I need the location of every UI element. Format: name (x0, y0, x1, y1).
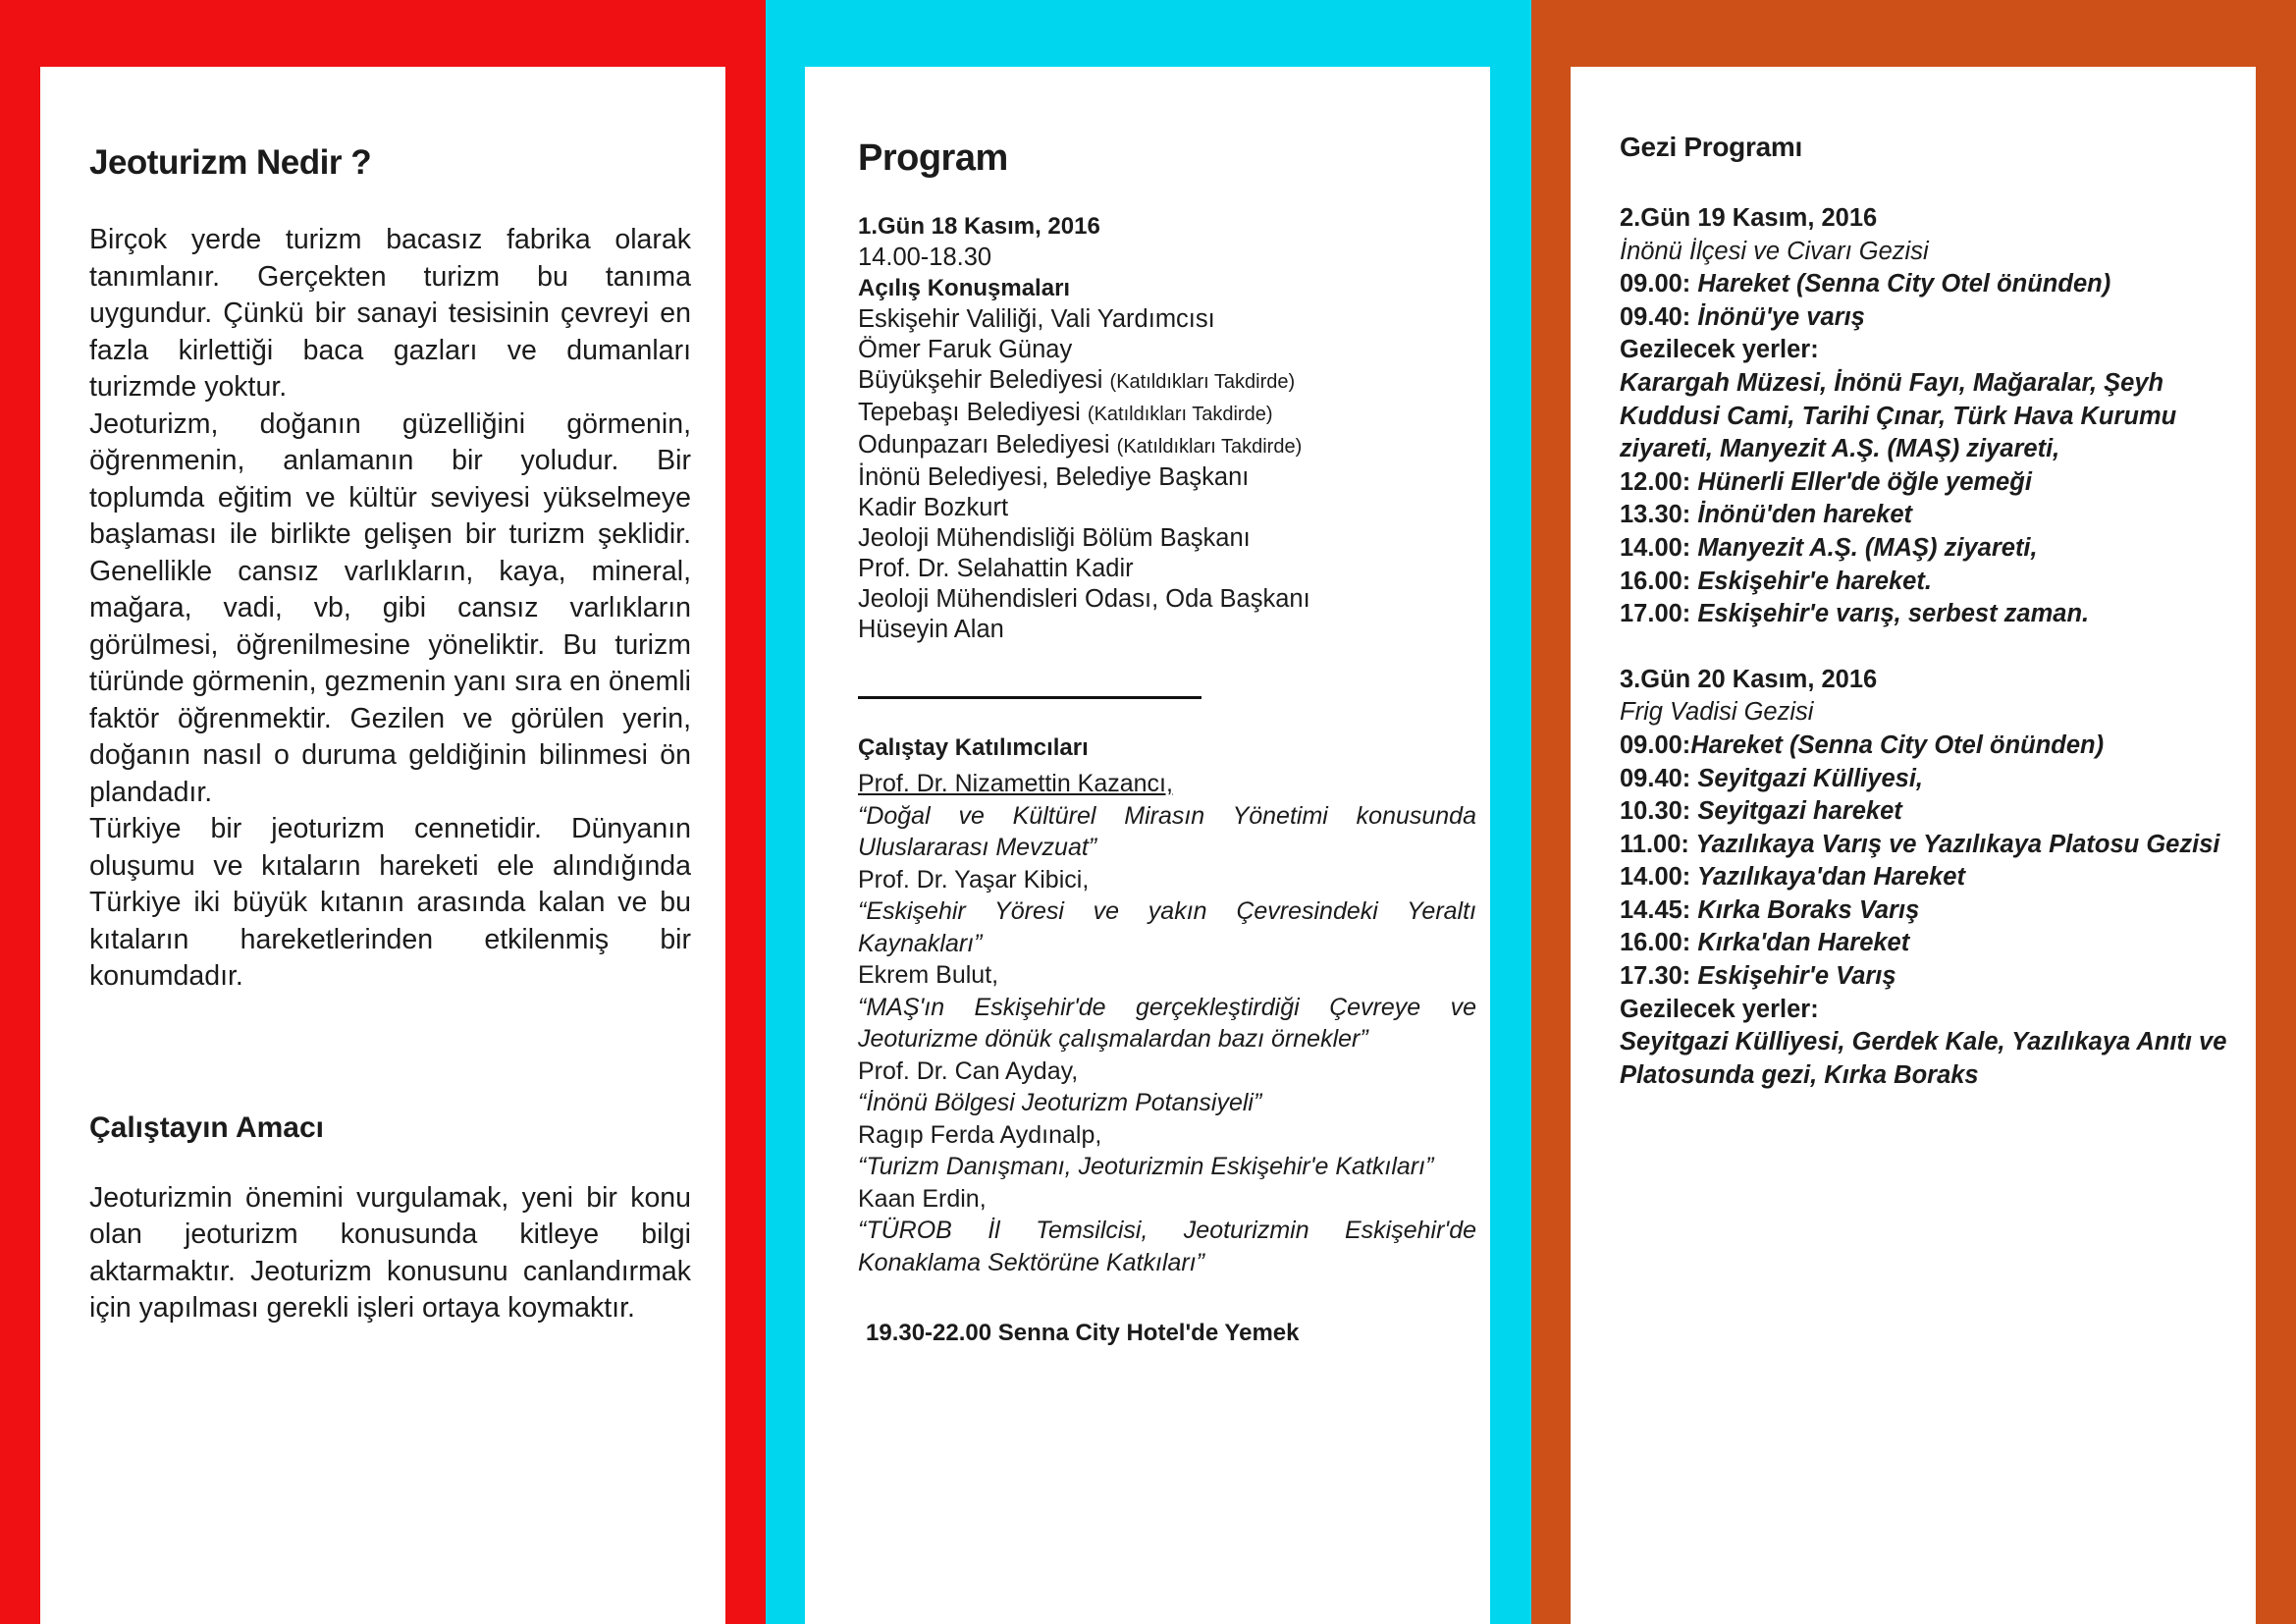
participants-list (858, 768, 1476, 1278)
day3-subtitle: Frig Vadisi Gezisi (1620, 698, 1814, 727)
heading-geotourism: Jeoturizm Nedir ? (89, 143, 372, 182)
speaker-note: (Katıldıkları Takdirde) (1087, 404, 1273, 425)
speaker-line: Prof. Dr. Selahattin Kadir (858, 555, 1134, 582)
speaker-line: İnönü Belediyesi, Belediye Başkanı (858, 463, 1250, 491)
schedule-time: 09.00: (1620, 731, 1691, 759)
schedule-line (1620, 730, 2236, 763)
schedule-text: Kırka'dan Hareket (1690, 929, 1910, 957)
speaker-line: Odunpazarı Belediyesi (Katıldıkları Takdirde) (858, 431, 1303, 459)
speaker-line: Büyükşehir Belediyesi (Katıldıkları Takdirde) (858, 366, 1296, 394)
day3-heading: 3.Gün 20 Kasım, 2016 (1620, 665, 1878, 693)
day1-time: 14.00-18.30 (858, 244, 992, 271)
participant-talk: “TÜROB İl Temsilcisi, Jeoturizmin Eskişehir'de Konaklama Sektörüne Katkıları” (858, 1217, 1476, 1276)
day2-heading: 2.Gün 19 Kasım, 2016 (1620, 204, 1878, 232)
day2-places: Karargah Müzesi, İnönü Fayı, Mağaralar, Şeyh Kuddusi Cami, Tarihi Çınar, Türk Hava Kurumu ziyareti, Manyezit A.Ş. (MAŞ) ziyareti, (1620, 368, 2177, 463)
schedule-line (1620, 861, 2236, 894)
schedule-text: Kırka Boraks Varış (1690, 895, 1920, 924)
participants-heading: Çalıştay Katılımcıları (858, 734, 1089, 761)
day2-places-label: Gezilecek yerler: (1620, 336, 1819, 364)
schedule-line (1620, 466, 2236, 500)
schedule-time: 14.00: (1620, 863, 1691, 892)
schedule-text: Eskişehir'e hareket. (1690, 567, 1932, 595)
schedule-time: 10.30: (1620, 797, 1691, 826)
schedule-text: Seyitgazi Külliyesi, (1690, 764, 1923, 792)
schedule-line (1620, 532, 2236, 566)
opening-heading: Açılış Konuşmaları (858, 275, 1071, 301)
speaker-line: Ömer Faruk Günay (858, 336, 1073, 363)
program-title: Program (858, 137, 1008, 179)
participant-name: Prof. Dr. Can Ayday, (858, 1056, 1079, 1085)
schedule-time: 14.45: (1620, 895, 1691, 924)
schedule-text: Yazılıkaya'dan Hareket (1690, 863, 1965, 892)
schedule-time: 09.40: (1620, 764, 1691, 792)
speaker-line: Kadir Bozkurt (858, 494, 1009, 521)
day1-heading: 1.Gün 18 Kasım, 2016 (858, 213, 1100, 240)
schedule-line (1620, 894, 2236, 928)
schedule-text: İnönü'ye varış (1690, 302, 1865, 331)
schedule-time: 17.00: (1620, 600, 1691, 628)
schedule-time: 14.00: (1620, 533, 1691, 562)
schedule-text: Hareket (Senna City Otel önünden) (1690, 270, 2111, 298)
participant-name: Prof. Dr. Nizamettin Kazancı, (858, 770, 1173, 797)
participant-name: Ragıp Ferda Aydınalp, (858, 1120, 1102, 1149)
dinner-line: 19.30-22.00 Senna City Hotel'de Yemek (866, 1320, 1300, 1346)
schedule-text: Hünerli Eller'de öğle yemeği (1690, 467, 2032, 496)
day2-departure-lines (1620, 268, 2236, 334)
speaker-note: (Katıldıkları Takdirde) (1109, 371, 1296, 393)
speaker-line: Tepebaşı Belediyesi (Katıldıkları Takdirde) (858, 399, 1273, 426)
schedule-text: Hareket (Senna City Otel önünden) (1690, 731, 2105, 759)
schedule-line (1620, 829, 2236, 862)
geotourism-paragraph: Birçok yerde turizm bacasız fabrika olarak tanımlanır. Gerçekten turizm bu tanıma uygundur. Çünkü bir sanayi tesisinin çevreyi en fazla kirlettiği baca gazları ve dumanları turizmde yoktur. Jeoturizm, doğanın güzelliğini görmenin, öğrenmenin, anlamanın bir yoludur. Bir toplumda eğitim ve kültür seviyesi yükselmeye başlaması ile birlikte gelişen bir turizm şeklidir. Genellikle cansız varlıkların, kaya, mineral, mağara, vadi, vb, gibi cansız varlıkların görülmesi, öğrenilmesine yöneliktir. Bu turizm türünde görmenin, gezmenin yanı sıra en önemli faktör öğrenmektir. Gezilen ve görülen yerin, doğanın nasıl o duruma geldiğinin bilinmesi ön plandadır. Türkiye bir jeoturizm cennetidir. Dünyanın oluşumu ve kıtaların hareketi ele alındığında Türkiye iki büyük kıtanın arasında kalan ve bu kıtaların hareketlerinden etkilenmiş bir konumdadır. (89, 224, 691, 992)
speaker-note: (Katıldıkları Takdirde) (1116, 436, 1303, 458)
panel-trip (1571, 67, 2256, 1624)
schedule-text: Eskişehir'e Varış (1690, 962, 1896, 991)
speaker-line: Jeoloji Mühendisleri Odası, Oda Başkanı (858, 585, 1310, 613)
divider-line (858, 696, 1201, 699)
schedule-text: Seyitgazi hareket (1690, 797, 1902, 826)
trip-title: Gezi Programı (1620, 132, 1802, 162)
schedule-text: Yazılıkaya Varış ve Yazılıkaya Platosu Gezisi (1688, 830, 2220, 858)
schedule-line (1620, 301, 2236, 335)
schedule-text: Manyezit A.Ş. (MAŞ) ziyareti, (1690, 533, 2038, 562)
speakers-list (858, 304, 1476, 645)
participant-name: Kaan Erdin, (858, 1184, 987, 1213)
participant-talk: “Turizm Danışmanı, Jeoturizmin Eskişehir'e Katkıları” (858, 1153, 1434, 1180)
panel-geotourism (40, 67, 725, 1624)
schedule-line (1620, 268, 2236, 301)
participant-talk: “İnönü Bölgesi Jeoturizm Potansiyeli” (858, 1089, 1262, 1116)
heading-purpose: Çalıştayın Amacı (89, 1110, 324, 1144)
participant-talk: “Doğal ve Kültürel Mirasın Yönetimi konusunda Uluslararası Mevzuat” (858, 801, 1476, 861)
spacer (1620, 631, 2236, 664)
day3-places: Seyitgazi Külliyesi, Gerdek Kale, Yazılıkaya Anıtı ve Platosunda gezi, Kırka Boraks (1620, 1028, 2227, 1089)
schedule-time: 11.00: (1620, 830, 1689, 858)
participant-talk: “MAŞ'ın Eskişehir'de gerçekleştirdiği Çevreye ve Jeoturizme dönük çalışmalardan bazı örnekler” (858, 993, 1476, 1053)
purpose-paragraph: Jeoturizmin önemini vurgulamak, yeni bir konu olan jeoturizm konusunda kitleye bilgi aktarmaktır. Jeoturizm konusunu canlandırmak için yapılması gerekli işleri ortaya koymaktır. (89, 1181, 691, 1324)
schedule-time: 12.00: (1620, 467, 1691, 496)
day2-subtitle: İnönü İlçesi ve Civarı Gezisi (1620, 237, 1929, 265)
participant-name: Prof. Dr. Yaşar Kibici, (858, 865, 1090, 893)
schedule-line (1620, 598, 2236, 631)
schedule-line (1620, 566, 2236, 599)
schedule-time: 16.00: (1620, 567, 1691, 595)
schedule-time: 17.30: (1620, 962, 1691, 991)
speaker-line: Eskişehir Valiliği, Vali Yardımcısı (858, 305, 1215, 333)
schedule-time: 16.00: (1620, 929, 1691, 957)
schedule-line (1620, 795, 2236, 829)
schedule-text: Eskişehir'e varış, serbest zaman. (1690, 600, 2090, 628)
day3-schedule (1620, 730, 2236, 994)
day3-places-label: Gezilecek yerler: (1620, 995, 1819, 1023)
day2-schedule (1620, 466, 2236, 631)
participant-talk: “Eskişehir Yöresi ve yakın Çevresindeki Yeraltı Kaynakları” (858, 897, 1476, 957)
schedule-line (1620, 499, 2236, 532)
schedule-text: İnönü'den hareket (1690, 501, 1912, 529)
schedule-time: 09.40: (1620, 302, 1691, 331)
schedule-time: 13.30: (1620, 501, 1691, 529)
schedule-line (1620, 927, 2236, 960)
speaker-line: Hüseyin Alan (858, 616, 1004, 643)
panel-program (805, 67, 1490, 1624)
participant-name: Ekrem Bulut, (858, 961, 999, 989)
schedule-line (1620, 960, 2236, 994)
schedule-line (1620, 763, 2236, 796)
speaker-line: Jeoloji Mühendisliği Bölüm Başkanı (858, 524, 1251, 552)
schedule-time: 09.00: (1620, 270, 1691, 298)
